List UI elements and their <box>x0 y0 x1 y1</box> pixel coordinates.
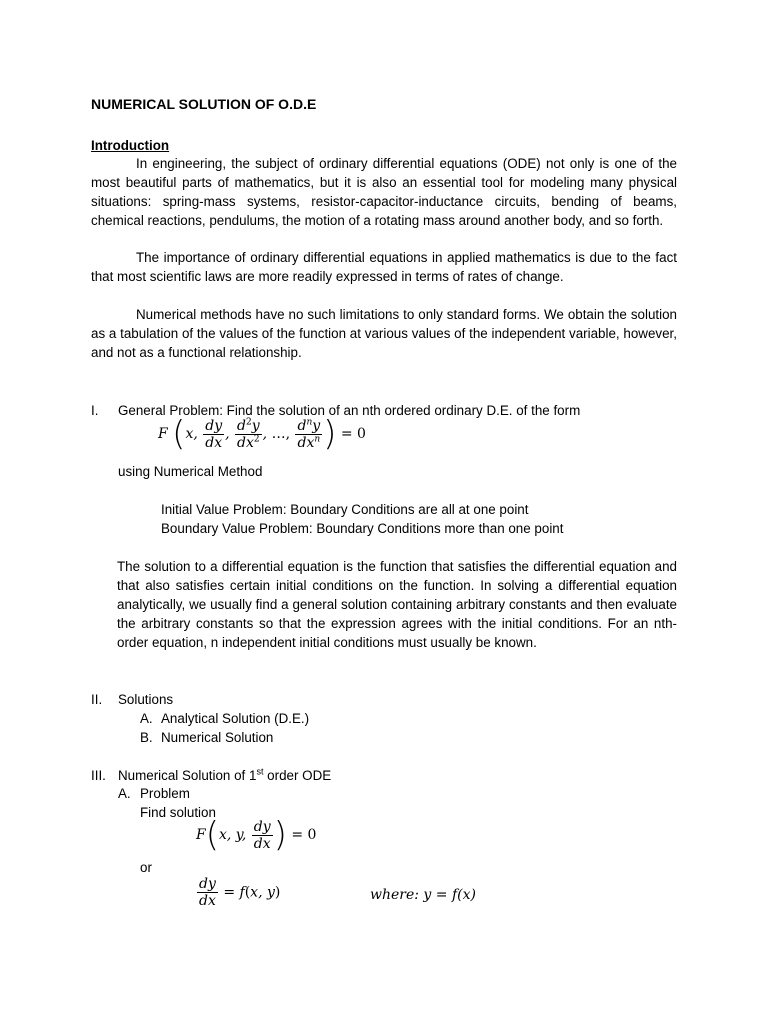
list-item-marker: B. <box>140 730 153 745</box>
intro-paragraph-3: Numerical methods have no such limitations to only standard forms. We obtain the solution as a tabulation of the values of the function at various values of the independent variable, however, and not as a functional relationship. <box>91 307 677 360</box>
numerical-solution-item: Numerical Solution <box>161 730 274 745</box>
analytical-solution-item: Analytical Solution (D.E.) <box>161 711 310 726</box>
where-clause: where: y = f(x) <box>370 887 476 903</box>
problem-heading: Problem <box>140 786 190 801</box>
list-item-marker: A. <box>140 711 153 726</box>
general-ode-equation: F (x, $\frac{dy}{dx}$ , $\frac{d^2y}{dx^2}$ , …, $\frac{d^ny}{dx^n}$ ) = 0 <box>158 414 366 454</box>
page-title: NUMERICAL SOLUTION OF O.D.E <box>91 96 317 112</box>
or-text: or <box>140 860 152 875</box>
section-2-title: Solutions <box>118 692 174 707</box>
initial-value-problem: Initial Value Problem: Boundary Conditions are all at one point <box>161 502 529 517</box>
solution-paragraph: The solution to a differential equation is the function that satisfies the differential equation and that also satisfies certain initial conditions on the function. In solving a differential equation analytically, we usually find a general solution containing arbitrary constants and then evaluate the arbitrary constants so that the expression agrees with the initial conditions. For an nth-order equation, n independent initial conditions must usually be known. <box>117 559 677 650</box>
section-1-number: I. <box>91 403 99 418</box>
intro-paragraph-1: In engineering, the subject of ordinary differential equations (ODE) not only is one of the most beautiful parts of mathematics, but it is also an essential tool for modeling many physical situations: spring-mass systems, resistor-capacitor-inductance circuits, bending of beams, chemical reactions, pendulums, the motion of a rotating mass around another body, and so forth. <box>91 156 677 228</box>
section-1-text: General Problem: Find the solution of an nth ordered ordinary D.E. of the form <box>118 403 581 418</box>
first-order-ode-explicit: $\frac{dy}{dx}$ = f(x, y) <box>199 876 281 909</box>
introduction-heading: Introduction <box>91 138 170 153</box>
boundary-value-problem: Boundary Value Problem: Boundary Conditions more than one point <box>161 521 564 536</box>
first-order-ode-implicit: F(x, y, $\frac{dy}{dx}$ ) = 0 <box>196 815 317 855</box>
using-numerical-method: using Numerical Method <box>118 464 263 479</box>
intro-paragraph-2: The importance of ordinary differential equations in applied mathematics is due to the fact that most scientific laws are more readily expressed in terms of rates of change. <box>91 250 677 284</box>
sub-item-marker: A. <box>118 786 131 801</box>
section-3-number: III. <box>91 768 106 783</box>
section-3-title: Numerical Solution of 1st order ODE <box>118 766 332 783</box>
find-solution-text: Find solution <box>140 805 216 820</box>
section-2-number: II. <box>91 692 103 707</box>
